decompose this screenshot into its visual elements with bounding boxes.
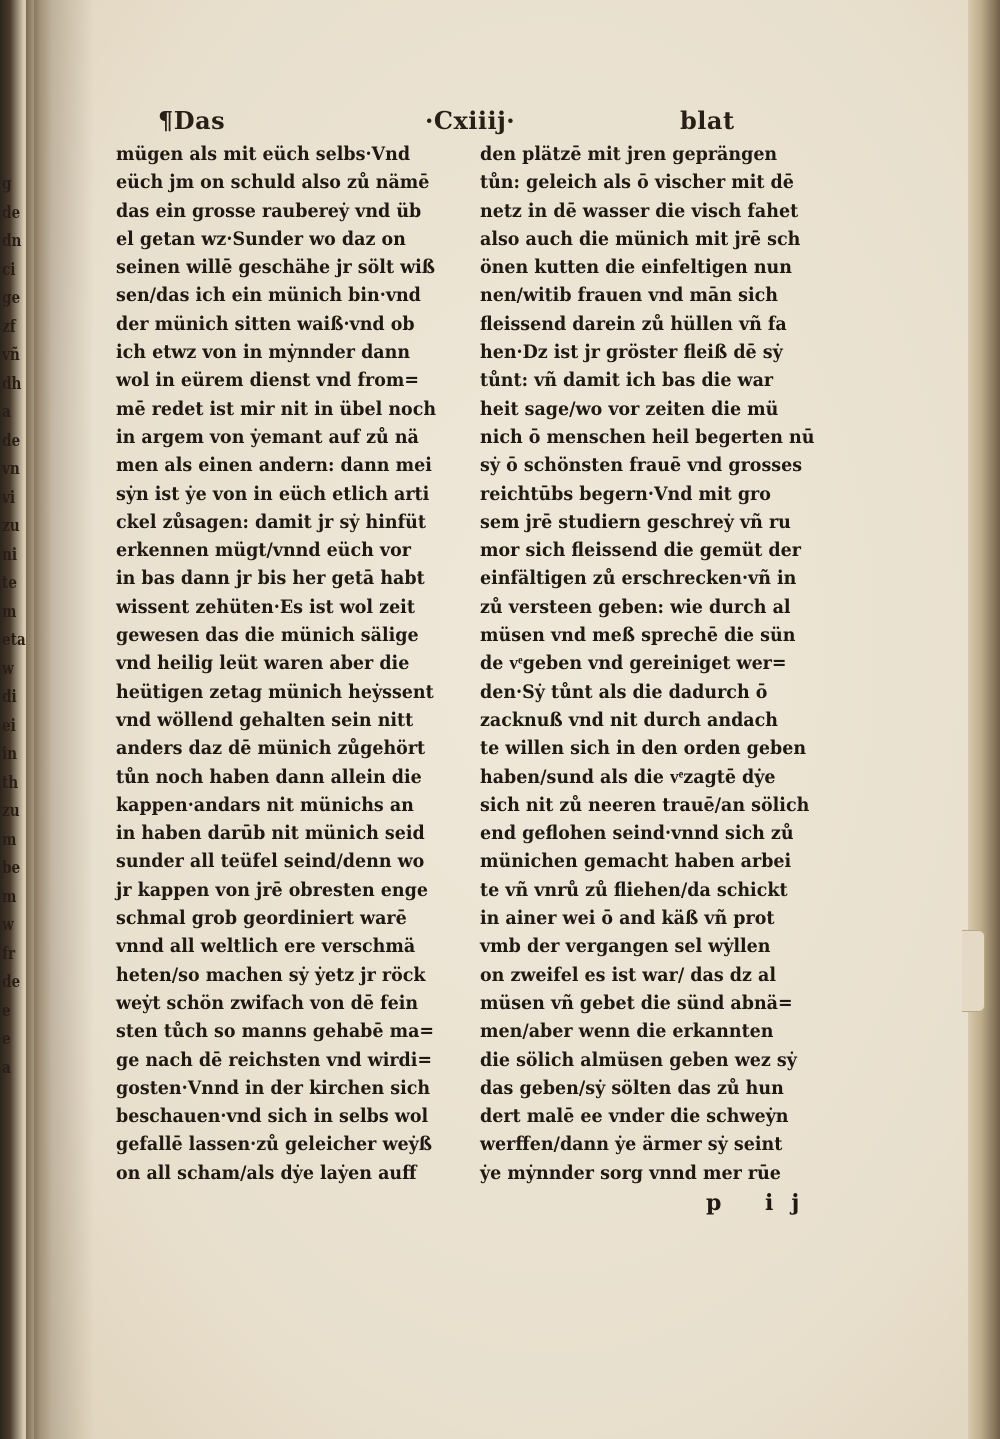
text-line: mē redet ist mir nit in übel noch	[116, 397, 437, 420]
previous-page-fragment: e	[2, 1000, 11, 1021]
text-line: vnnd all weltlich ere verschmä	[116, 935, 416, 958]
text-line: also auch die münich mit jrē sch	[480, 227, 801, 250]
previous-page-fragment: th	[2, 772, 19, 793]
text-line: seinen willē geschähe jr sölt wiß	[116, 256, 436, 279]
previous-page-fragment: m	[2, 829, 17, 850]
text-line: den plätzē mit jren geprängen	[480, 143, 778, 165]
text-line: sen/das ich ein münich bin·vnd	[116, 284, 421, 307]
text-line: haben/sund als die vͤzagtē dẏe	[480, 765, 776, 788]
text-line: tůn noch haben dann allein die	[116, 765, 422, 788]
text-line: heütigen zetag münich heẏssent	[116, 680, 434, 703]
text-line: werffen/dann ẏe ärmer sẏ seint	[480, 1133, 783, 1156]
text-line: hen·Dz ist jr gröster fleiß dē sẏ	[480, 341, 783, 364]
text-line: ckel zůsagen: damit jr sẏ hinfüt	[116, 510, 426, 533]
text-line: gefallē lassen·zů geleicher weẏß	[116, 1133, 433, 1156]
previous-page-fragment: w	[2, 915, 14, 935]
running-head-right: blat	[680, 106, 735, 135]
previous-page-fragment: zu	[2, 801, 20, 821]
text-line: netz in dē wasser die visch fahet	[480, 199, 799, 222]
text-line: beschauen·vnd sich in selbs wol	[116, 1105, 429, 1128]
text-line: gewesen das die münich sälige	[116, 624, 419, 647]
previous-page-fragment: in	[2, 744, 18, 764]
text-line: heit sage/wo vor zeiten die mü	[480, 397, 779, 420]
running-head-left: ¶Das	[158, 106, 226, 135]
previous-page-fragment: de	[2, 972, 21, 992]
text-line: das geben/sẏ sölten das zů hun	[480, 1076, 784, 1099]
text-line: reichtūbs begern·Vnd mit gro	[480, 482, 771, 505]
text-line: te willen sich in den orden geben	[480, 737, 807, 760]
text-line: men/aber wenn die erkannten	[480, 1020, 774, 1043]
text-line: vnd heilig leüt waren aber die	[116, 652, 410, 675]
text-line: schmal grob geordiniert warē	[116, 907, 407, 930]
text-line: weẏt schön zwifach von dē fein	[116, 991, 419, 1014]
text-line: gosten·Vnnd in der kirchen sich	[116, 1076, 431, 1099]
previous-page-fragment: dh	[2, 373, 22, 394]
text-line: on zweifel es ist war/ das dz al	[480, 963, 776, 986]
text-line: in bas dann jr bis her getā habt	[116, 567, 425, 590]
text-line: sẏn ist ẏe von in eüch etlich arti	[116, 482, 430, 505]
text-line: heten/so machen sẏ ẏetz jr röck	[116, 963, 426, 986]
text-line: vmb der vergangen sel wẏllen	[480, 935, 771, 958]
text-line: vnd wöllend gehalten sein nitt	[116, 708, 414, 731]
previous-page-fragment: ei	[2, 715, 16, 736]
text-line: ich etwz von in mẏnnder dann	[116, 341, 411, 364]
page-tab-marker	[962, 930, 985, 1012]
text-line: mor sich fleissend die gemüt der	[480, 539, 801, 562]
previous-page-fragment: ge	[2, 288, 21, 308]
text-line: tůnt: vñ damit ich bas die war	[480, 369, 774, 392]
text-line: dert malē ee vnder die schweẏn	[480, 1105, 789, 1128]
text-line: ge nach dē reichsten vnd wirdi=	[116, 1048, 433, 1071]
previous-page-fragment: m	[2, 886, 17, 907]
text-line: tůn: geleich als ō vischer mit dē	[480, 171, 794, 194]
text-line: wol in eürem dienst vnd from=	[116, 369, 420, 392]
text-line: sẏ ō schönsten frauē vnd grosses	[480, 454, 803, 477]
previous-page-fragment: de	[2, 202, 21, 223]
text-line: te vñ vnrů zů fliehen/da schickt	[480, 878, 788, 901]
text-line: in argem von ẏemant auf zů nä	[116, 425, 419, 448]
text-line: eüch jm on schuld also zů nämē	[116, 171, 430, 194]
text-line: mügen als mit eüch selbs·Vnd	[116, 143, 411, 165]
text-line: sich nit zů neeren trauē/an sölich	[480, 793, 810, 816]
previous-page-fragment: m	[2, 601, 17, 622]
text-line: önen kutten die einfeltigen nun	[480, 256, 792, 279]
text-line: zů versteen geben: wie durch al	[480, 595, 791, 618]
text-column-left	[116, 140, 437, 1187]
text-line: müsen vnd meß sprechē die sün	[480, 624, 796, 647]
text-line: jr kappen von jrē obresten enge	[116, 878, 428, 901]
text-line: in haben darūb nit münich seid	[116, 822, 425, 845]
text-line: einfältigen zů erschrecken·vñ in	[480, 567, 797, 590]
text-line: fleissend darein zů hüllen vñ fa	[480, 312, 787, 335]
previous-page-fragment: be	[2, 858, 21, 878]
previous-page-fragment: e	[2, 1029, 11, 1049]
text-line: el getan wz·Sunder wo daz on	[116, 227, 406, 250]
previous-page-fragment: w	[2, 658, 14, 679]
text-line: de vͤgeben vnd gereiniget wer=	[480, 652, 787, 675]
text-line: müsen vñ gebet die sünd abnä=	[480, 991, 793, 1014]
previous-page-fragment: te	[2, 573, 17, 593]
text-line: erkennen mügt/vnnd eüch vor	[116, 539, 411, 562]
text-line: münichen gemacht haben arbei	[480, 850, 792, 873]
previous-page-fragment: vn	[2, 459, 20, 479]
text-line: kappen·andars nit münichs an	[116, 793, 414, 816]
previous-page-fragment: de	[2, 430, 21, 451]
text-line: wissent zehüten·Es ist wol zeit	[116, 595, 415, 618]
text-line: nich ō menschen heil begerten nū	[480, 425, 815, 448]
previous-page-fragment: g	[2, 174, 12, 194]
text-line: in ainer wei ō and käß vñ prot	[480, 907, 775, 930]
previous-page-fragment: zf	[2, 316, 16, 337]
text-line: der münich sitten waiß·vnd ob	[116, 312, 415, 335]
text-line: anders daz dē münich zůgehört	[116, 737, 426, 760]
previous-page-fragment: ni	[2, 544, 18, 565]
previous-page-fragment: a	[2, 1057, 11, 1078]
text-line: den·Sẏ tůnt als die dadurch ō	[480, 680, 768, 703]
text-line: sem jrē studiern geschreẏ vñ ru	[480, 510, 791, 533]
previous-page-text-fragments	[2, 170, 26, 1082]
text-column-right	[480, 140, 815, 1187]
page-fore-edge	[968, 0, 1000, 1439]
previous-page-fragment: eta	[2, 630, 26, 650]
previous-page-fragment: a	[2, 402, 11, 422]
text-line: das ein grosse raubereẏ vnd üb	[116, 199, 422, 222]
text-line: die sölich almüsen geben wez sẏ	[480, 1048, 797, 1071]
previous-page-fragment: zu	[2, 516, 20, 536]
text-line: men als einen andern: dann mei	[116, 454, 432, 477]
signature-mark: p ij	[706, 1190, 818, 1216]
text-line: sten tůch so manns gehabē ma=	[116, 1020, 435, 1043]
folio-number: ·Cxiiij·	[425, 106, 516, 135]
text-line: end geflohen seind·vnnd sich zů	[480, 822, 794, 845]
previous-page-fragment: di	[2, 687, 17, 707]
previous-page-fragment: vi	[2, 487, 16, 508]
text-line: on all scham/als dẏe laẏen auff	[116, 1161, 417, 1184]
previous-page-fragment: dn	[2, 231, 22, 251]
text-line: zacknuß vnd nit durch andach	[480, 708, 778, 731]
previous-page-fragment: ci	[2, 259, 16, 280]
gutter-shadow	[34, 0, 94, 1439]
previous-page-fragment: fr	[2, 943, 16, 964]
text-line: ẏe mẏnnder sorg vnnd mer rūe	[480, 1161, 781, 1184]
text-line: sunder all teüfel seind/denn wo	[116, 850, 425, 873]
previous-page-fragment: vñ	[2, 345, 20, 365]
text-line: nen/witib frauen vnd mān sich	[480, 284, 778, 307]
